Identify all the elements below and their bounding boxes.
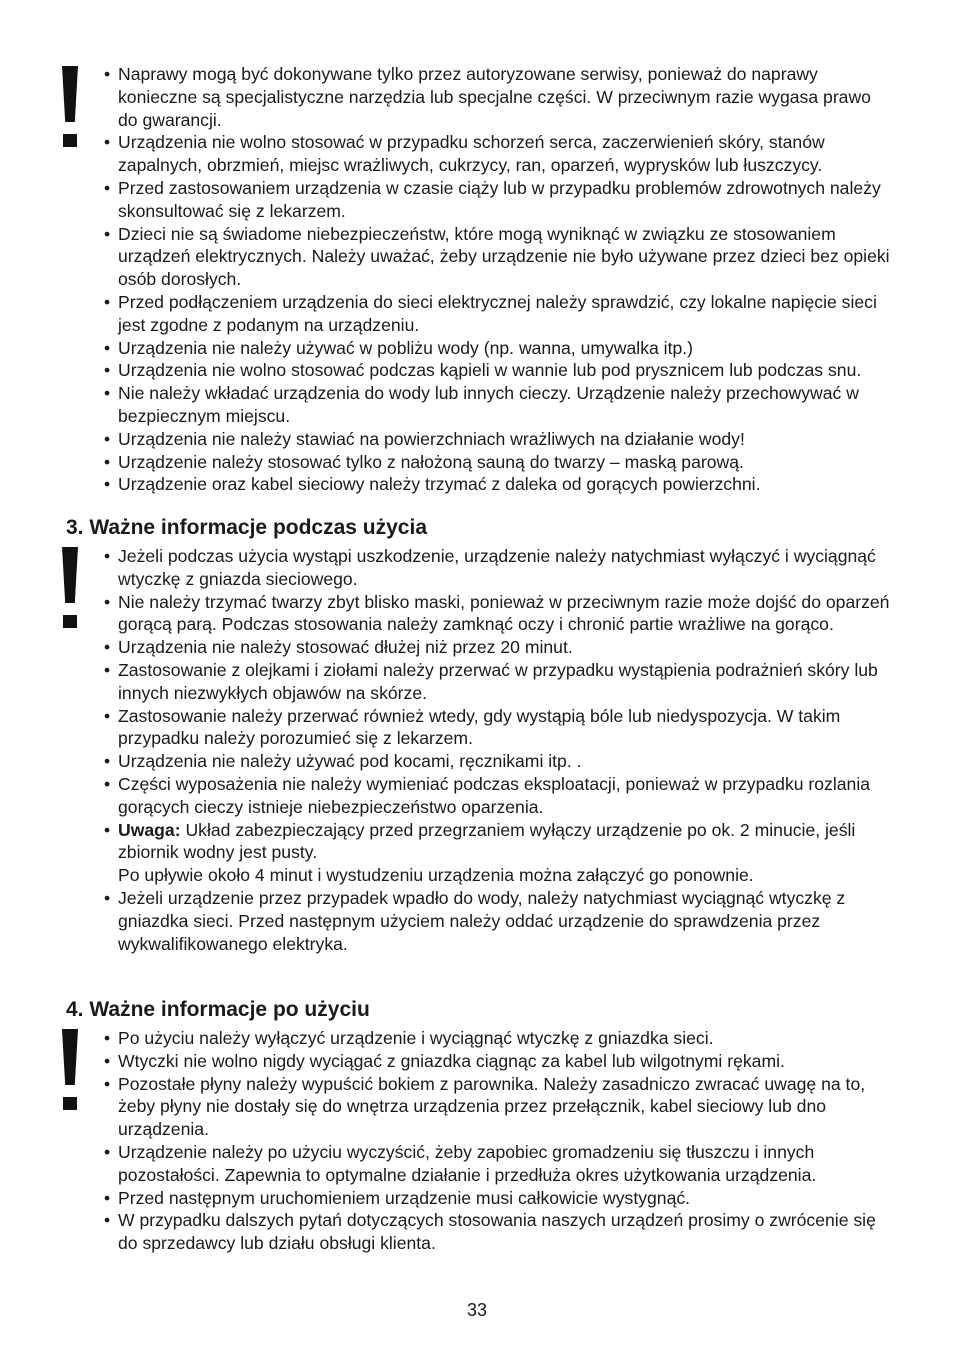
section-4-heading: 4. Ważne informacje po użyciu (66, 998, 370, 1021)
warning-label: Uwaga: (118, 819, 181, 840)
list-item: • Urządzenie należy po użyciu wyczyścić, żeby zapobiec gromadzeniu się tłuszczu i innych pozostałości. Zapewnia to optymalne działanie i przedłuża okres użytkowania urządzenia. (104, 1141, 890, 1187)
list-item: • Urządzenia nie wolno stosować w przypadku schorzeń serca, zaczerwienień skóry, stanów zapalnych, obrzmień, miejsc wrażliwych, cukrzycy, ran, oparzeń, wyprysków lub łuszczycy. (104, 131, 890, 177)
list-item: • Części wyposażenia nie należy wymieniać podczas eksploatacji, ponieważ w przypadku rozlania gorących cieczy istnieje niebezpieczeństwo oparzenia. (104, 773, 890, 819)
list-item: • Jeżeli podczas użycia wystąpi uszkodzenie, urządzenie należy natychmiast wyłączyć i wyciągnąć wtyczkę z gniazda sieciowego. (104, 545, 890, 591)
list-item: • Przed zastosowaniem urządzenia w czasie ciąży lub w przypadku problemów zdrowotnych należy skonsultować się z lekarzem. (104, 177, 890, 223)
section-3-list (104, 545, 890, 955)
list-item: • Po użyciu należy wyłączyć urządzenie i wyciągnąć wtyczkę z gniazdka sieci. (104, 1027, 890, 1050)
top-safety-list (104, 63, 890, 496)
list-item: • Pozostałe płyny należy wypuścić bokiem z parownika. Należy zasadniczo zwracać uwagę na to, żeby płyny nie dostały się do wnętrza urządzenia przez przełącznik, kabel sieciowy lub dno urządzenia. (104, 1073, 890, 1141)
page-number: 33 (466, 1300, 488, 1320)
list-item: • W przypadku dalszych pytań dotyczących stosowania naszych urządzeń prosimy o zwrócenie się do sprzedawcy lub działu obsługi klienta. (104, 1209, 890, 1255)
list-item: • Urządzenia nie należy stawiać na powierzchniach wrażliwych na działanie wody! (104, 428, 890, 451)
list-item: • Urządzenia nie należy używać w pobliżu wody (np. wanna, umywalka itp.) (104, 337, 890, 360)
list-item: • Urządzenia nie wolno stosować podczas kąpieli w wannie lub pod prysznicem lub podczas snu. (104, 359, 890, 382)
list-item: • Przed następnym uruchomieniem urządzenie musi całkowicie wystygnąć. (104, 1187, 890, 1210)
list-item: • Urządzenie oraz kabel sieciowy należy trzymać z daleka od gorących powierzchni. (104, 473, 890, 496)
list-item: • Urządzenia nie należy stosować dłużej niż przez 20 minut. (104, 636, 890, 659)
list-item: • Urządzenie należy stosować tylko z nałożoną sauną do twarzy – maską parową. (104, 451, 890, 474)
list-item: • Przed podłączeniem urządzenia do sieci elektrycznej należy sprawdzić, czy lokalne napięcie sieci jest zgodne z podanym na urządzeniu. (104, 291, 890, 337)
list-item: • Zastosowanie z olejkami i ziołami należy przerwać w przypadku wystąpienia podrażnień skóry lub innych niezwykłych objawów na skórze. (104, 659, 890, 705)
list-item: • Dzieci nie są świadome niebezpieczeństw, które mogą wyniknąć w związku ze stosowaniem urządzeń elektrycznych. Należy uważać, żeby urządzenie nie było używane przez dzieci bez opieki osób dorosłych. (104, 223, 890, 291)
section-4-list (104, 1027, 890, 1255)
list-item: • Jeżeli urządzenie przez przypadek wpadło do wody, należy natychmiast wyciągnąć wtyczkę z gniazdka sieci. Przed następnym użyciem należy oddać urządzenie do sprawdzenia przez wykwalifikowanego elektryka. (104, 887, 890, 955)
list-item: • Naprawy mogą być dokonywane tylko przez autoryzowane serwisy, ponieważ do naprawy konieczne są specjalistyczne narzędzia lub specjalne części. W przeciwnym razie wygasa prawo do gwarancji. (104, 63, 890, 131)
list-item: • Zastosowanie należy przerwać również wtedy, gdy wystąpią bóle lub niedyspozycja. W takim przypadku należy porozumieć się z lekarzem. (104, 705, 890, 751)
warning-continuation: Po upływie około 4 minut i wystudzeniu urządzenia można załączyć go ponownie. (118, 865, 754, 886)
list-item: • Nie należy trzymać twarzy zbyt blisko maski, ponieważ w przeciwnym razie może dojść do oparzeń gorącą parą. Podczas stosowania należy zamknąć oczy i chronić partie wrażliwe na gorąco. (104, 591, 890, 637)
warning-text: Układ zabezpieczający przed przegrzaniem wyłączy urządzenie po ok. 2 minucie, jeśli zbiornik wodny jest pusty. (118, 819, 856, 863)
list-item: • Wtyczki nie wolno nigdy wyciągać z gniazdka ciągnąc za kabel lub wilgotnymi rękami. (104, 1050, 890, 1073)
section-3-heading: 3. Ważne informacje podczas użycia (66, 516, 427, 539)
list-item: • Nie należy wkładać urządzenia do wody lub innych cieczy. Urządzenie należy przechowywać w bezpiecznym miejscu. (104, 382, 890, 428)
list-item: • Urządzenia nie należy używać pod kocami, ręcznikami itp. . (104, 750, 890, 773)
warning-list-item (104, 819, 890, 887)
